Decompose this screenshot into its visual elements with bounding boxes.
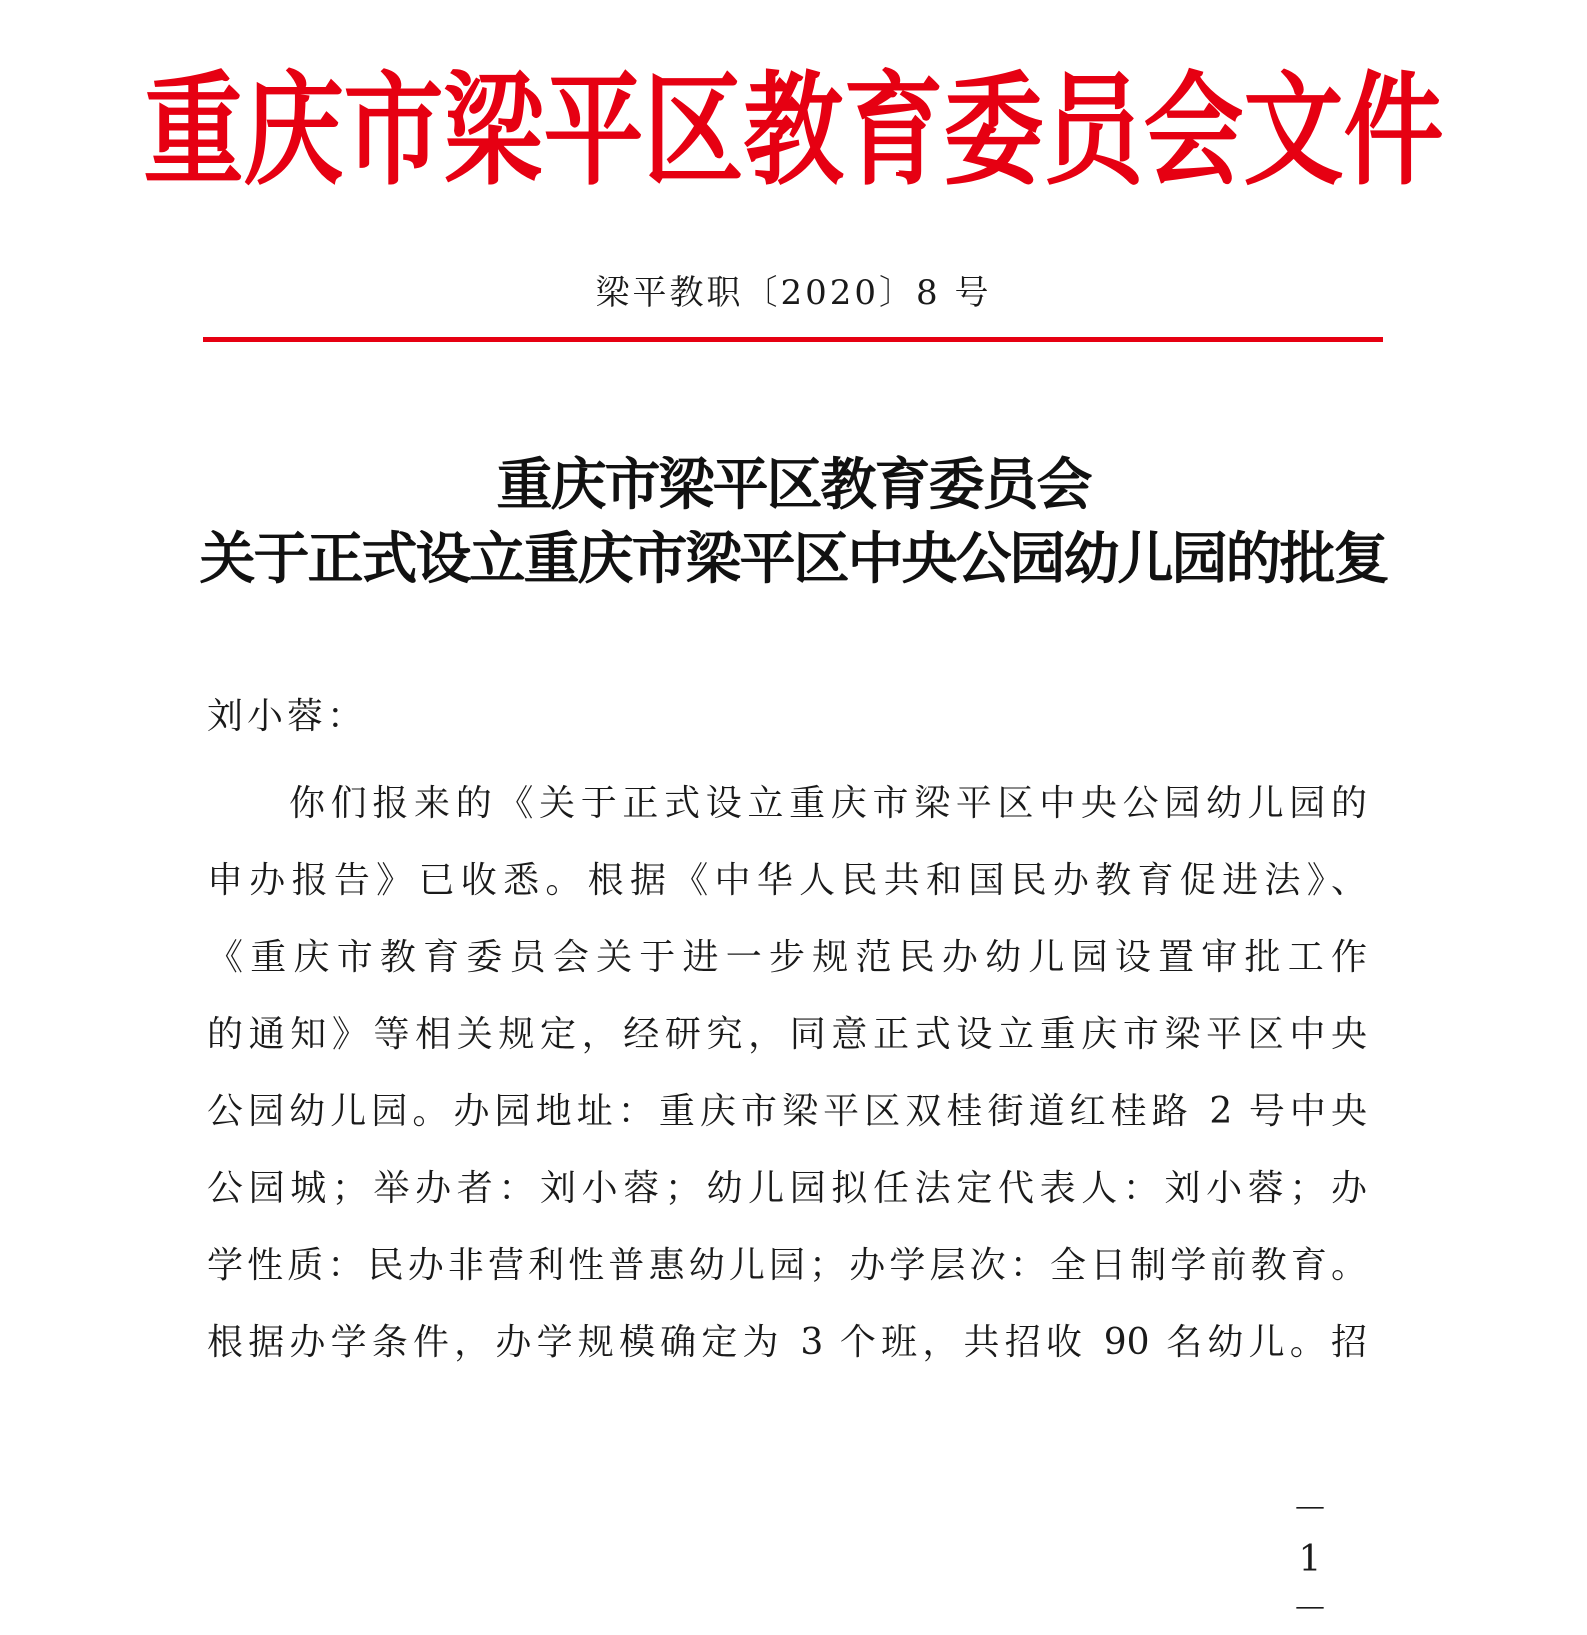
red-divider-line [203, 337, 1383, 342]
body-line: 根据办学条件，办学规模确定为 3 个班，共招收 90 名幼儿。招 [207, 1322, 1367, 1363]
document-title-line-1: 重庆市梁平区教育委员会 [496, 452, 1091, 518]
body-paragraph [207, 765, 1372, 1381]
body-line: 公园城；举办者：刘小蓉；幼儿园拟任法定代表人：刘小蓉；办 [207, 1168, 1367, 1209]
body-line: 学性质：民办非营利性普惠幼儿园；办学层次：全日制学前教育。 [207, 1245, 1367, 1286]
document-header-title: 重庆市梁平区教育委员会文件 [143, 58, 1444, 203]
body-line: 你们报来的《关于正式设立重庆市梁平区中央公园幼儿园的 [289, 783, 1367, 824]
document-number: 梁平教职〔2020〕8 号 [595, 273, 992, 313]
document-title-line-2: 关于正式设立重庆市梁平区中央公园幼儿园的批复 [199, 526, 1388, 592]
salutation: 刘小蓉： [207, 696, 368, 737]
body-line: 公园幼儿园。办园地址：重庆市梁平区双桂街道红桂路 2 号中央 [207, 1091, 1367, 1132]
body-line: 《重庆市教育委员会关于进一步规范民办幼儿园设置审批工作 [207, 937, 1367, 978]
page-number: － 1 － [1291, 1489, 1342, 1630]
body-line: 的通知》等相关规定，经研究，同意正式设立重庆市梁平区中央 [207, 1014, 1367, 1055]
body-line: 申办报告》已收悉。根据《中华人民共和国民办教育促进法》、 [207, 860, 1367, 901]
document-title [180, 448, 1407, 596]
